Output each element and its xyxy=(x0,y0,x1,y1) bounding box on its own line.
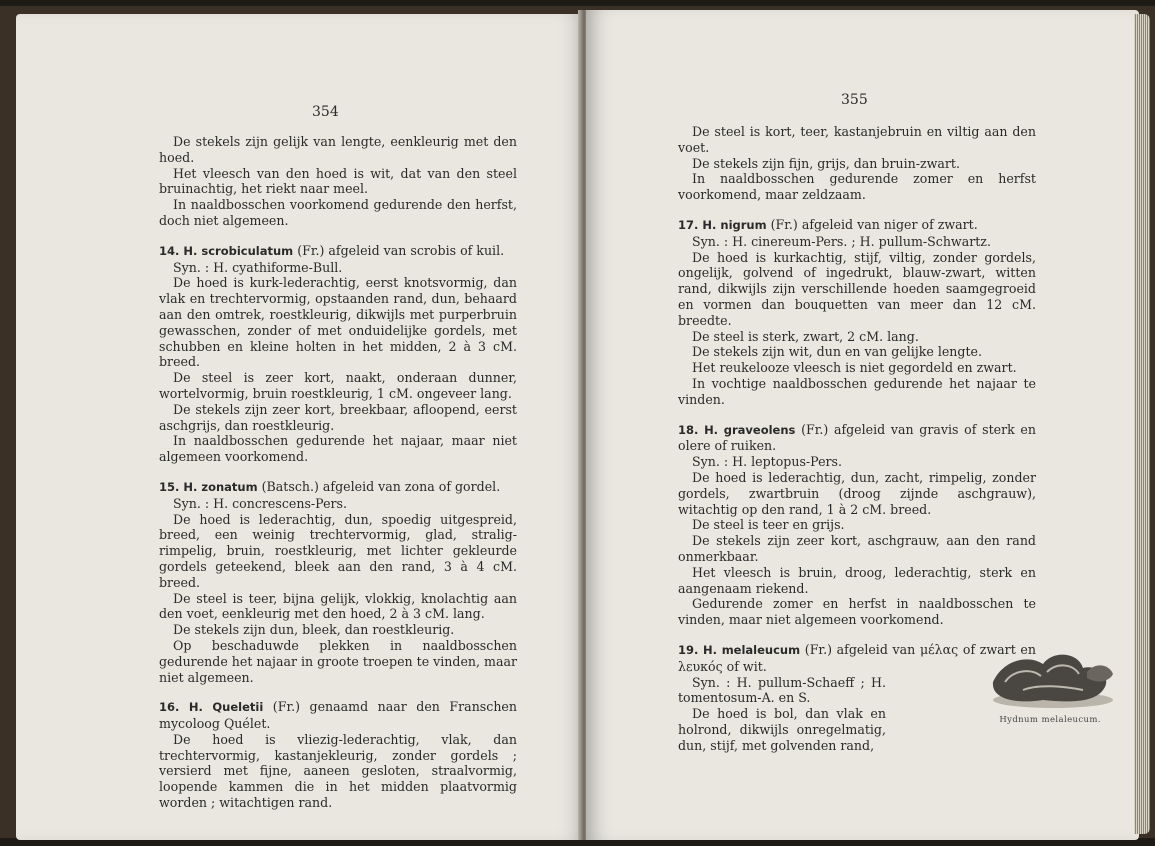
paragraph: De hoed is lederachtig, dun, zacht, rimpelig, zonder gordels, zwartbruin (droog zijnde aschgrauw), witachtig op den rand, 1 à 2 cM. breed. xyxy=(678,469,1036,517)
mushroom-illustration xyxy=(983,642,1119,722)
species-heading xyxy=(678,217,1036,234)
species-etymology: (Fr.) afgeleid van gravis of sterk en olere of ruiken. xyxy=(678,421,1036,454)
left-page xyxy=(16,14,586,840)
paragraph: In naaldbosschen gedurende zomer en herfst voorkomend, maar zeldzaam. xyxy=(678,171,1036,203)
species-number: 17. xyxy=(678,217,699,232)
paragraph: De stekels zijn wit, dun en van gelijke lengte. xyxy=(692,344,982,360)
paragraph: De hoed is kurk-lederachtig, eerst knotsvormig, dan vlak en trechtervormig, opstaanden rand, dun, behaard aan den omtrek, roestkleurig, dikwijls met purperbruin gewasschen, zonder of met onduidelijke gordels, met schubben en kleine holten in het midden, 2 à 3 cM. breed. xyxy=(159,275,517,370)
species-number: 19. xyxy=(678,642,699,657)
species-etymology: (Fr.) genaamd naar den Franschen mycoloog Quélet. xyxy=(159,699,517,732)
paragraph: De stekels zijn gelijk van lengte, eenkleurig met den hoed. xyxy=(159,134,517,165)
paragraph: In naaldbosschen voorkomend gedurende den herfst, doch niet algemeen. xyxy=(159,197,517,228)
species-number: 16. xyxy=(159,700,180,715)
paragraph: Het vleesch is bruin, droog, lederachtig, sterk en aangenaam riekend. xyxy=(678,564,1036,596)
paragraph: De hoed is lederachtig, dun, spoedig uitgespreid, breed, een weinig trechtervormig, glad, stralig-rimpelig, bruin, roestkleurig, met lichter gekleurde gordels geteekend, bleek aan den rand, 3 à 4 cM. breed. xyxy=(159,511,517,590)
paragraph: De hoed is kurkachtig, stijf, viltig, zonder gordels, ongelijk, golvend of ingedrukt, blauw-zwart, witten rand, dikwijls zijn verschillende hoeden saamgegroeid en vormen dan bouquetten van meer dan 12 cM. breedte. xyxy=(678,249,1036,328)
paragraph: De steel is zeer kort, naakt, onderaan dunner, wortelvormig, bruin roestkleurig, 1 cM. ongeveer lang. xyxy=(159,370,517,401)
paragraph: Het vleesch van den hoed is wit, dat van den steel bruinachtig, het riekt naar meel. xyxy=(159,165,517,197)
page-number: 354 xyxy=(312,104,339,120)
paragraph: De hoed is bol, dan vlak en holrond, dikwijls onregelmatig, dun, stijf, met golvenden rand, xyxy=(678,706,886,753)
species-etymology: (Fr.) afgeleid van niger of zwart. xyxy=(770,216,978,232)
species-name: H. scrobiculatum xyxy=(183,243,294,258)
figure-caption: Hydnum melaleucum. xyxy=(999,715,1101,725)
species-heading xyxy=(159,479,517,496)
page-edges xyxy=(1134,14,1150,834)
species-number: 15. xyxy=(159,479,180,494)
paragraph: De hoed is vliezig-lederachtig, vlak, dan trechtervormig, kastanjekleurig, zonder gordels ; versierd met fijne, aaneen gesloten, straalvormig, loopende kammen die in het midden plaatvormig worden ; witachtigen rand. xyxy=(159,731,517,811)
paragraph: De stekels zijn zeer kort, breekbaar, afloopend, eerst aschgrijs, dan roestkleurig. xyxy=(159,401,517,433)
paragraph: Syn. : H. cyathiforme-Bull. xyxy=(173,259,343,275)
left-page-text xyxy=(159,134,517,811)
paragraph: De stekels zijn fijn, grijs, dan bruin-zwart. xyxy=(692,155,960,171)
paragraph: Syn. : H. cinereum-Pers. ; H. pullum-Schwartz. xyxy=(692,233,991,249)
species-heading xyxy=(678,422,1036,455)
species-heading xyxy=(159,243,517,260)
paragraph: Syn. : H. concrescens-Pers. xyxy=(173,495,348,511)
paragraph: De steel is sterk, zwart, 2 cM. lang. xyxy=(692,328,919,344)
species-name: H. melaleucum xyxy=(703,642,801,657)
species-etymology: (Fr.) afgeleid van scrobis of kuil. xyxy=(297,242,505,258)
paragraph: Op beschaduwde plekken in naaldbosschen gedurende het najaar in groote troepen te vinden, maar niet algemeen. xyxy=(159,637,518,685)
paragraph: De steel is teer en grijs. xyxy=(692,517,845,533)
paragraph: Het reukelooze vleesch is niet gegordeld en zwart. xyxy=(692,360,1017,376)
species-etymology: (Fr.) afgeleid van μέλας of zwart en λευκός of wit. xyxy=(678,641,1036,674)
paragraph: In naaldbosschen gedurende het najaar, maar niet algemeen voorkomend. xyxy=(159,433,517,465)
species-number: 14. xyxy=(159,243,180,258)
paragraph: De stekels zijn dun, bleek, dan roestkleurig. xyxy=(173,622,455,638)
species-number: 18. xyxy=(678,422,699,437)
species-name: H. Queletii xyxy=(188,700,264,715)
paragraph: In vochtige naaldbosschen gedurende het najaar te vinden. xyxy=(678,375,1036,407)
species-name: H. nigrum xyxy=(702,217,767,232)
right-page xyxy=(586,10,1139,840)
paragraph: Gedurende zomer en herfst in naaldbosschen te vinden, maar niet algemeen voorkomend. xyxy=(678,596,1036,628)
species-name: H. zonatum xyxy=(183,479,258,494)
paragraph: De steel is kort, teer, kastanjebruin en viltig aan den voet. xyxy=(678,124,1036,155)
species-name: H. graveolens xyxy=(704,422,796,437)
paragraph: De stekels zijn zeer kort, aschgrauw, aan den rand onmerkbaar. xyxy=(678,533,1036,564)
page-number: 355 xyxy=(841,92,868,108)
paragraph: De steel is teer, bijna gelijk, vlokkig, knolachtig aan den voet, eenkleurig met den hoed, 2 à 3 cM. lang. xyxy=(159,590,517,622)
species-etymology: (Batsch.) afgeleid van zona of gordel. xyxy=(261,478,501,494)
species-heading xyxy=(159,699,517,732)
paragraph: Syn. : H. leptopus-Pers. xyxy=(692,454,843,470)
paragraph: Syn. : H. pullum-Schaeff ; H. tomentosum-A. en S. xyxy=(678,674,886,706)
